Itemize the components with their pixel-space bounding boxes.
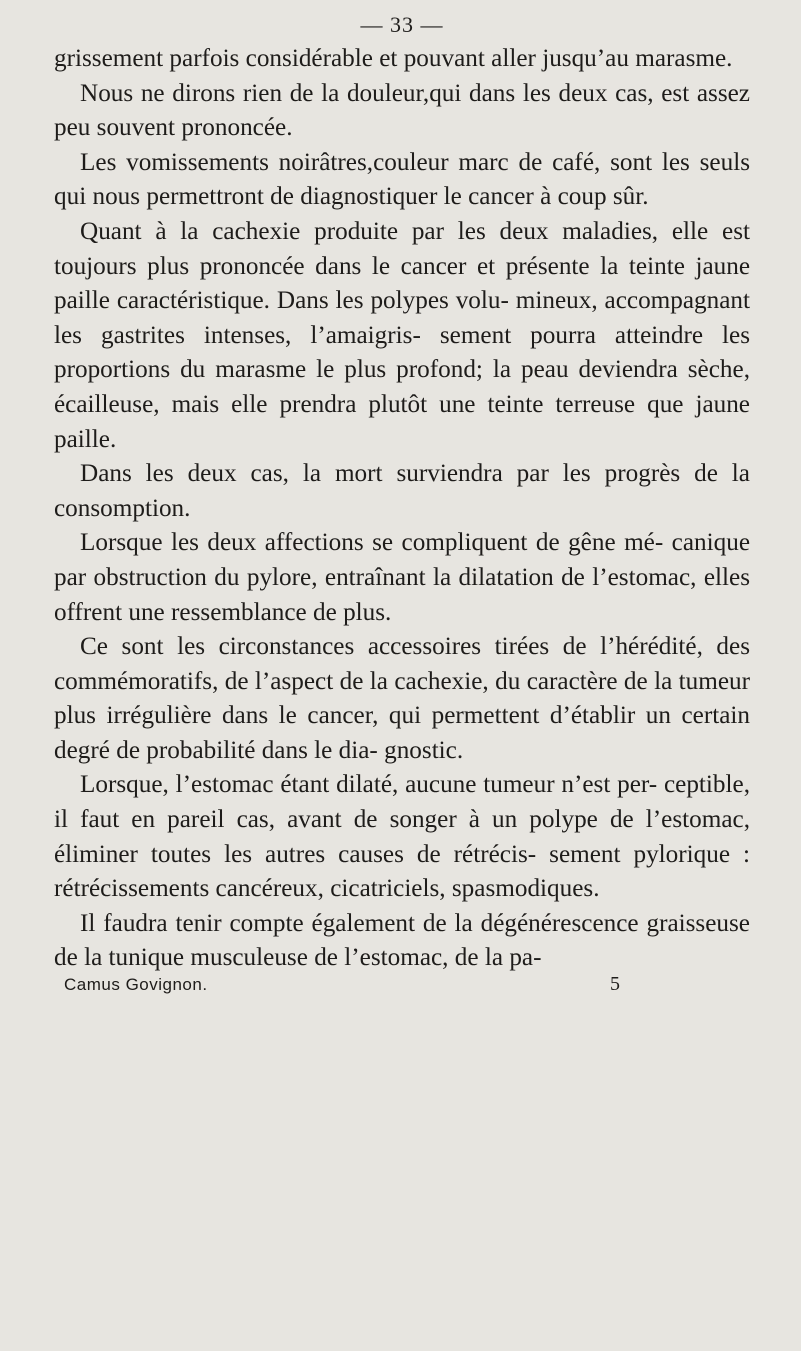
body-text <box>54 42 750 976</box>
paragraph-7: Ce sont les circonstances accessoires tirées de l’hérédité, des commémoratifs, de l’aspect de la cachexie, du caractère de la tumeur plus irrégulière dans le cancer, qui permettent d’établir un certain degré de probabilité dans le dia- gnostic. <box>54 633 750 764</box>
paragraph-4: Quant à la cachexie produite par les deux maladies, elle est toujours plus prononcée dans le cancer et présente la teinte jaune paille caractéristique. Dans les polypes volu- mineux, accompagnant les gastrites intenses, l’amaigris- sement pourra atteindre les proportions du marasme le plus profond; la peau deviendra sèche, écailleuse, mais elle prendra plutôt une teinte terreuse que jaune paille. <box>54 217 750 453</box>
signature-mark: 5 <box>610 973 620 996</box>
paragraph-9: Il faudra tenir compte également de la dégénérescence graisseuse de la tunique musculeuse de l’estomac, de la pa- <box>54 909 750 972</box>
printer-signature: Camus Govignon. <box>64 975 208 995</box>
paragraph-2: Nous ne dirons rien de la douleur,qui dans les deux cas, est assez peu souvent prononcée. <box>54 79 750 142</box>
paragraph-1: grissement parfois considérable et pouvant aller jusqu’au marasme. <box>54 45 733 72</box>
paragraph-6: Lorsque les deux affections se compliquent de gêne mé- canique par obstruction du pylore, entraînant la dilatation de l’estomac, elles offrent une ressemblance de plus. <box>54 529 750 626</box>
page-footer <box>54 973 750 996</box>
page-number: — 33 — <box>360 12 444 37</box>
paragraph-5: Dans les deux cas, la mort surviendra par les progrès de la consomption. <box>54 460 750 522</box>
paragraph-3: Les vomissements noirâtres,couleur marc de café, sont les seuls qui nous permettront de diagnostiquer le cancer à coup sûr. <box>54 148 750 211</box>
paragraph-8: Lorsque, l’estomac étant dilaté, aucune tumeur n’est per- ceptible, il faut en pareil cas, avant de songer à un polype de l’estomac, éliminer toutes les autres causes de rétrécis- sement pylorique : rétrécissements cancéreux, cicatriciels, spasmodiques. <box>54 771 750 903</box>
